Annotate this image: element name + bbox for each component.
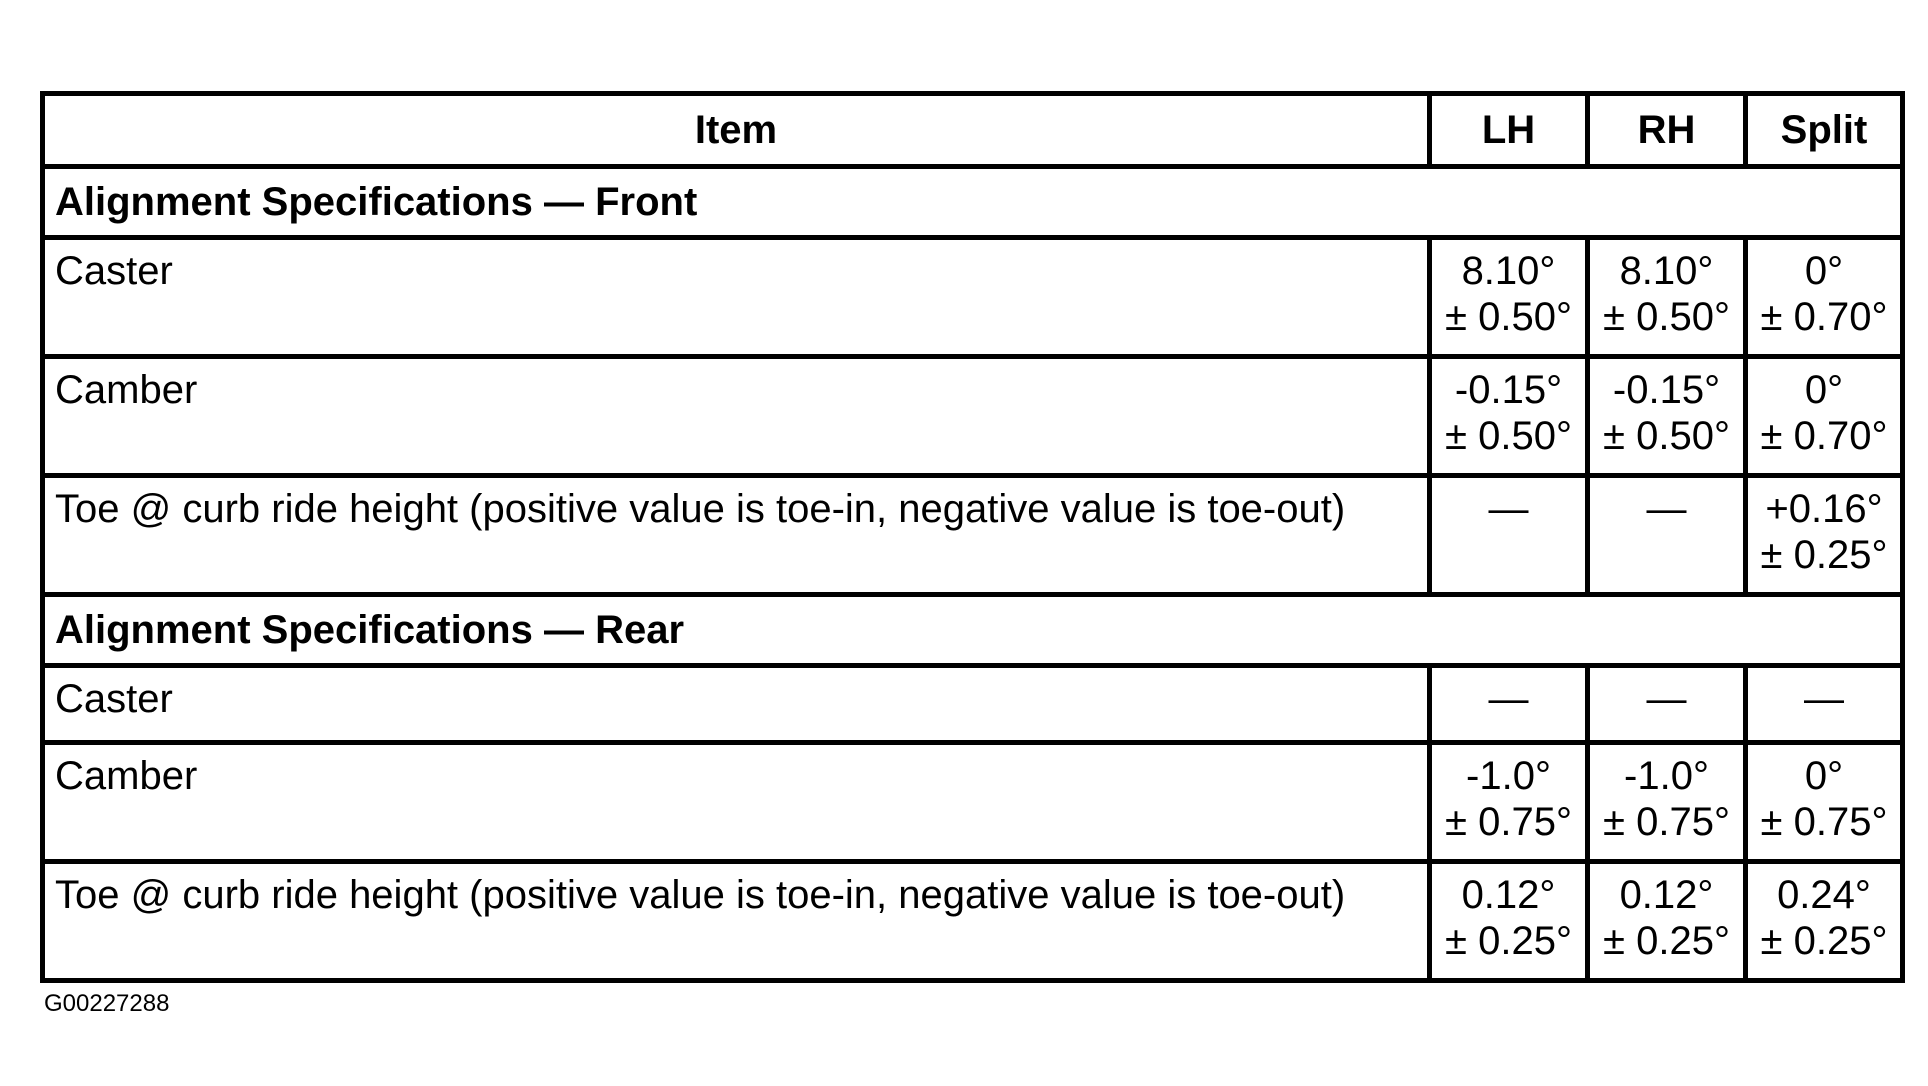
section-row-rear xyxy=(43,595,1903,666)
item-cell: Toe @ curb ride height (positive value is toe-in, negative value is toe-out) xyxy=(43,862,1430,981)
split-tolerance: ± 0.75° xyxy=(1760,800,1888,844)
item-cell: Caster xyxy=(43,666,1430,743)
table-row xyxy=(43,238,1903,357)
rh-tolerance: ± 0.75° xyxy=(1603,800,1730,844)
lh-cell xyxy=(1430,238,1588,357)
split-cell xyxy=(1746,666,1903,743)
split-value: 0.24° xyxy=(1777,873,1871,917)
rh-value: 8.10° xyxy=(1619,249,1714,293)
lh-cell xyxy=(1430,476,1588,595)
rh-value: -0.15° xyxy=(1612,368,1721,412)
section-title: Alignment Specifications — Front xyxy=(43,167,1903,238)
lh-value: -1.0° xyxy=(1466,754,1551,798)
rh-cell xyxy=(1588,476,1746,595)
rh-value: -1.0° xyxy=(1624,754,1709,798)
split-tolerance: ± 0.25° xyxy=(1760,919,1888,963)
rh-cell xyxy=(1588,357,1746,476)
header-split: Split xyxy=(1746,94,1903,167)
split-cell xyxy=(1746,238,1903,357)
lh-tolerance: ± 0.50° xyxy=(1445,414,1572,458)
split-tolerance: ± 0.70° xyxy=(1760,295,1888,339)
table-row xyxy=(43,476,1903,595)
lh-cell xyxy=(1430,666,1588,743)
lh-tolerance: ± 0.75° xyxy=(1445,800,1572,844)
rh-cell xyxy=(1588,743,1746,862)
split-cell xyxy=(1746,862,1903,981)
header-row xyxy=(43,94,1903,167)
split-value: — xyxy=(1804,677,1844,721)
item-cell: Toe @ curb ride height (positive value is toe-in, negative value is toe-out) xyxy=(43,476,1430,595)
split-cell xyxy=(1746,476,1903,595)
table-row xyxy=(43,862,1903,981)
lh-cell xyxy=(1430,357,1588,476)
lh-value: 8.10° xyxy=(1461,249,1556,293)
table-row xyxy=(43,666,1903,743)
rh-value: — xyxy=(1646,677,1687,721)
split-value: 0° xyxy=(1804,368,1844,412)
split-tolerance: ± 0.25° xyxy=(1760,533,1888,577)
lh-value: — xyxy=(1488,677,1529,721)
lh-cell xyxy=(1430,743,1588,862)
rh-tolerance: ± 0.25° xyxy=(1603,919,1730,963)
split-value: 0° xyxy=(1804,249,1844,293)
rh-value: — xyxy=(1646,487,1687,531)
rh-cell xyxy=(1588,862,1746,981)
lh-cell xyxy=(1430,862,1588,981)
lh-tolerance: ± 0.50° xyxy=(1445,295,1572,339)
item-cell: Camber xyxy=(43,357,1430,476)
split-cell xyxy=(1746,743,1903,862)
lh-value: -0.15° xyxy=(1454,368,1563,412)
rh-tolerance: ± 0.50° xyxy=(1603,414,1730,458)
header-item: Item xyxy=(43,94,1430,167)
lh-value: — xyxy=(1488,487,1529,531)
lh-tolerance: ± 0.25° xyxy=(1445,919,1572,963)
section-title: Alignment Specifications — Rear xyxy=(43,595,1903,666)
section-row-front xyxy=(43,167,1903,238)
rh-value: 0.12° xyxy=(1619,873,1714,917)
item-cell: Camber xyxy=(43,743,1430,862)
rh-cell xyxy=(1588,666,1746,743)
split-tolerance: ± 0.70° xyxy=(1760,414,1888,458)
rh-cell xyxy=(1588,238,1746,357)
figure-id: G00227288 xyxy=(44,990,170,1017)
lh-value: 0.12° xyxy=(1461,873,1556,917)
table-row xyxy=(43,357,1903,476)
header-lh: LH xyxy=(1430,94,1588,167)
rh-tolerance: ± 0.50° xyxy=(1603,295,1730,339)
item-cell: Caster xyxy=(43,238,1430,357)
table-body xyxy=(43,167,1903,981)
split-cell xyxy=(1746,357,1903,476)
alignment-spec-table xyxy=(40,91,1905,983)
split-value: 0° xyxy=(1804,754,1844,798)
table-row xyxy=(43,743,1903,862)
header-rh: RH xyxy=(1588,94,1746,167)
split-value: +0.16° xyxy=(1765,487,1883,531)
